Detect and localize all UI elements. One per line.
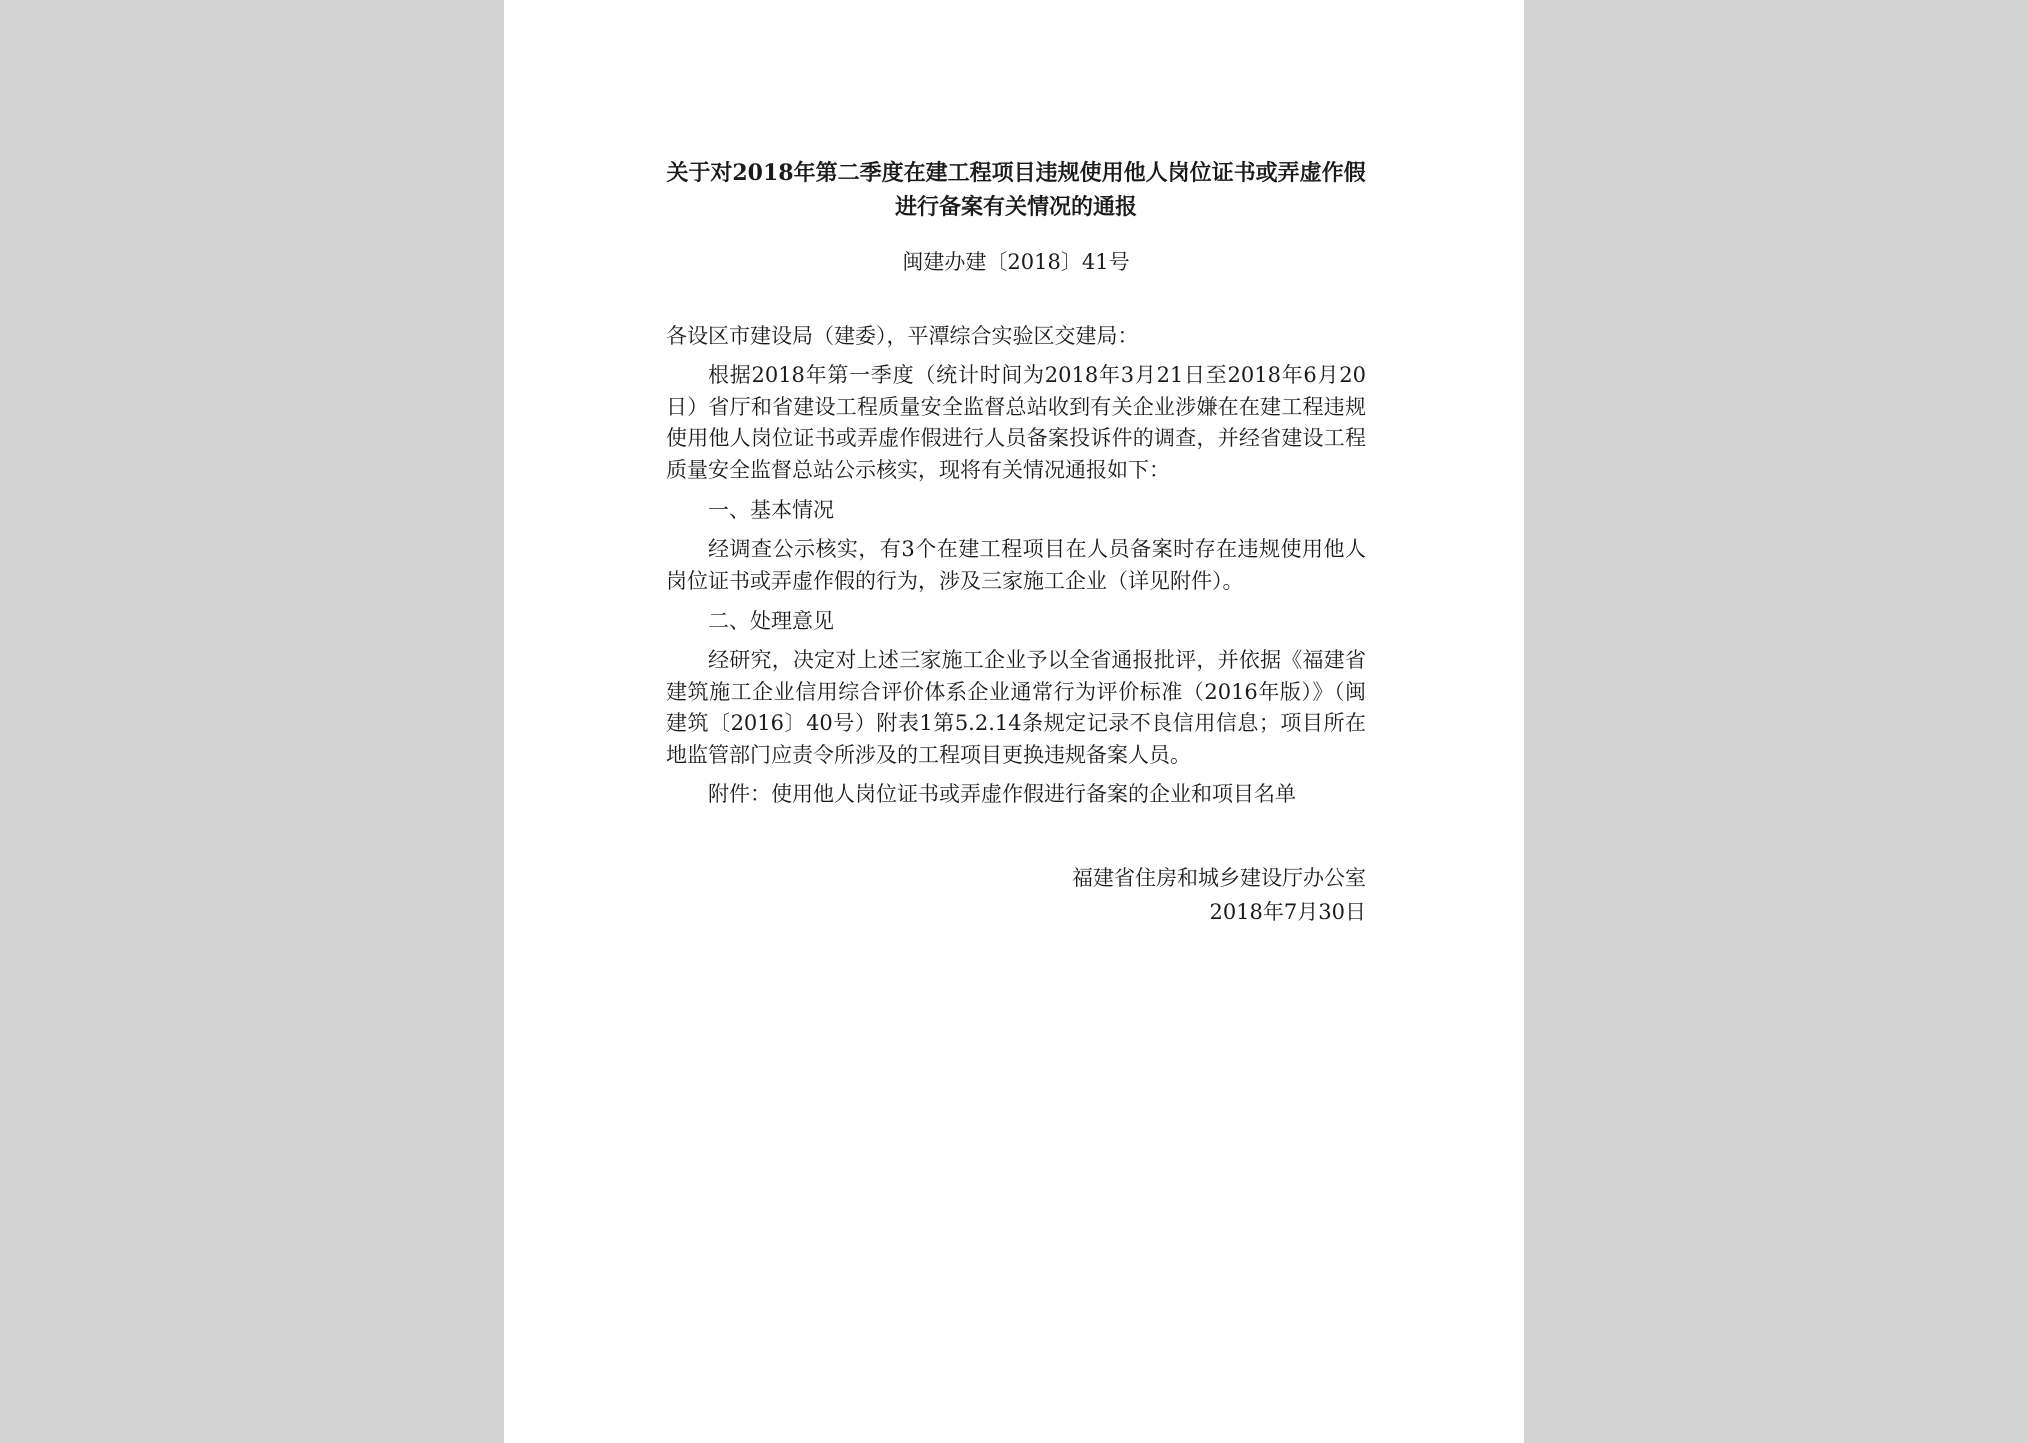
document-content (666, 156, 1366, 929)
addressee: 各设区市建设局（建委），平潭综合实验区交建局： (666, 324, 1139, 348)
section-heading-basic-situation: 一、基本情况 (708, 498, 834, 522)
document-title: 关于对2018年第二季度在建工程项目违规使用他人岗位证书或弄虚作假进行备案有关情况的通报 (666, 160, 1366, 220)
document-number: 闽建办建〔2018〕41号 (902, 250, 1130, 274)
document-page (504, 0, 1524, 1443)
section-body-basic-situation: 经调查公示核实，有3个在建工程项目在人员备案时存在违规使用他人岗位证书或弄虚作假的行为，涉及三家施工企业（详见附件）。 (666, 537, 1366, 593)
attachment-note: 附件：使用他人岗位证书或弄虚作假进行备案的企业和项目名单 (708, 782, 1296, 806)
issue-date: 2018年7月30日 (1209, 899, 1366, 924)
intro-paragraph: 根据2018年第一季度（统计时间为2018年3月21日至2018年6月20日）省厅和省建设工程质量安全监督总站收到有关企业涉嫌在在建工程违规使用他人岗位证书或弄虚作假进行人员备案投诉件的调查，并经省建设工程质量安全监督总站公示核实，现将有关情况通报如下： (666, 363, 1366, 482)
section-body-handling-opinion: 经研究，决定对上述三家施工企业予以全省通报批评，并依据《福建省建筑施工企业信用综合评价体系企业通常行为评价标准（2016年版）》（闽建筑〔2016〕40号）附表1第5.2.14条规定记录不良信用信息；项目所在地监管部门应责令所涉及的工程项目更换违规备案人员。 (666, 648, 1366, 767)
issuer-signature: 福建省住房和城乡建设厅办公室 (1072, 865, 1366, 890)
section-heading-handling-opinion: 二、处理意见 (708, 609, 834, 633)
